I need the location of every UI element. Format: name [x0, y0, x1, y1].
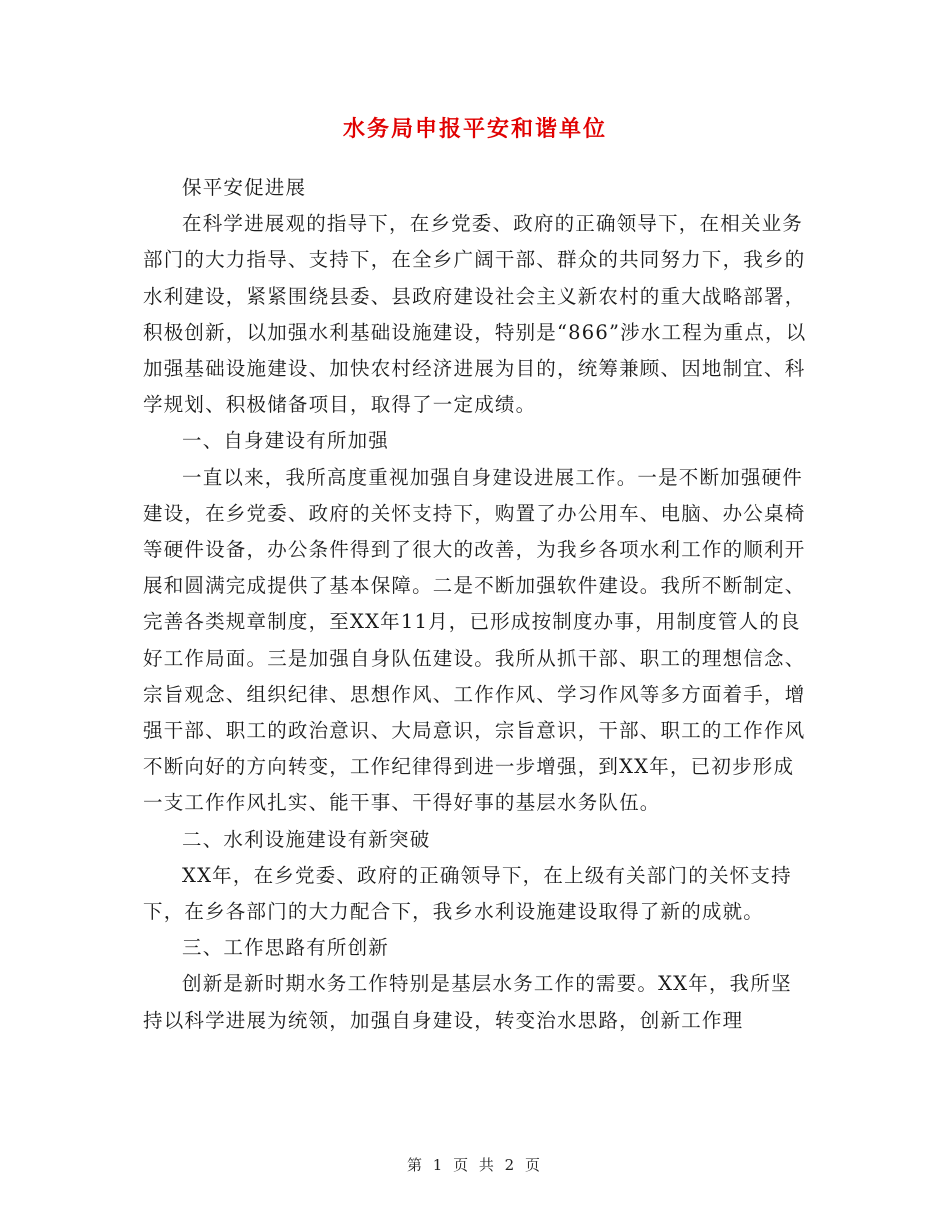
paragraph-intro: 在科学进展观的指导下，在乡党委、政府的正确领导下，在相关业务部门的大力指导、支持下，在全乡广阔干部、群众的共同努力下，我乡的水利建设，紧紧围绕县委、县政府建设社会主义新农村的重大战略部署，积极创新，以加强水利基础设施建设，特别是“866”涉水工程为重点，以加强基础设施建设、加快农村经济进展为目的，统筹兼顾、因地制宜、科学规划、积极储备项目，取得了一定成绩。 — [143, 212, 807, 417]
document-title: 水务局申报平安和谐单位 — [342, 117, 607, 142]
page-number-footer: 第 1 页 共 2 页 — [407, 1156, 543, 1174]
section-heading-2: 二、水利设施建设有新突破 — [182, 827, 431, 851]
paragraph-section-2: XX年，在乡党委、政府的正确领导下，在上级有关部门的关怀支持下，在乡各部门的大力配合下，我乡水利设施建设取得了新的成就。 — [143, 863, 792, 924]
section-heading-1: 一、自身建设有所加强 — [182, 429, 390, 453]
paragraph-subtitle: 保平安促进展 — [182, 176, 307, 199]
paragraph-section-3: 创新是新时期水务工作特别是基层水务工作的需要。XX年，我所坚持以科学进展为统领，加强自身建设，转变治水思路，创新工作理 — [143, 972, 792, 1032]
section-heading-3: 三、工作思路有所创新 — [182, 936, 390, 960]
paragraph-section-1: 一直以来，我所高度重视加强自身建设进展工作。一是不断加强硬件建设，在乡党委、政府的关怀支持下，购置了办公用车、电脑、办公桌椅等硬件设备，办公条件得到了很大的改善，为我乡各项水利工作的顺利开展和圆满完成提供了基本保障。二是不断加强软件建设。我所不断制定、完善各类规章制度，至XX年11月，已形成按制度办事，用制度管人的良好工作局面。三是加强自身队伍建设。我所从抓干部、职工的理想信念、宗旨观念、组织纪律、思想作风、工作作风、学习作风等多方面着手，增强干部、职工的政治意识、大局意识，宗旨意识，干部、职工的工作作风不断向好的方向转变，工作纪律得到进一步增强，到XX年，已初步形成一支工作作风扎实、能干事、干得好事的基层水务队伍。 — [143, 465, 806, 815]
document-body — [143, 170, 811, 1039]
